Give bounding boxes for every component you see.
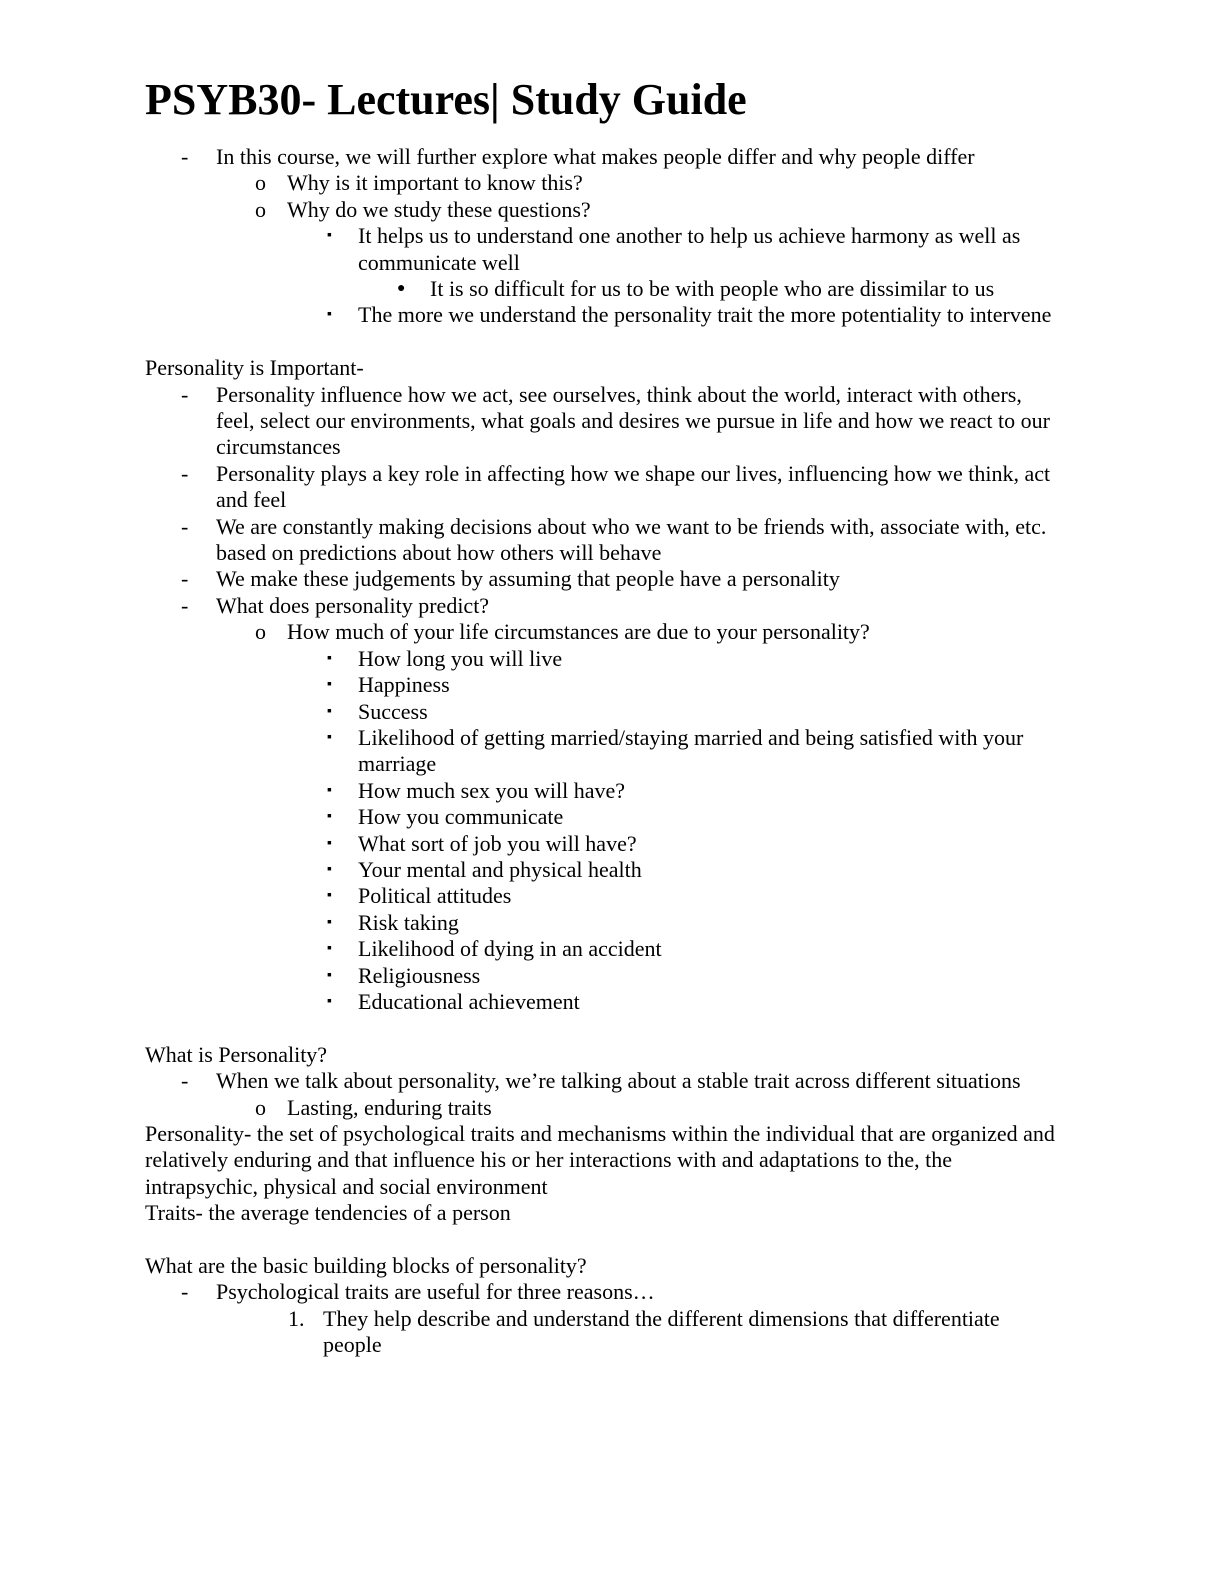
bullet-marker: - [181,566,189,592]
line-text: How much of your life circumstances are due to your personality? [287,619,870,645]
line-text: Likelihood of dying in an accident [358,936,662,962]
line-text: What does personality predict? [216,592,490,618]
line-text: Why do we study these questions? [287,196,591,222]
list-item [145,936,1060,962]
list-item [145,514,1060,567]
list-item [145,831,1060,857]
list-item [145,1095,1060,1121]
bullet-marker: ▪ [327,941,332,957]
list-item [145,461,1060,514]
document-body [145,144,1060,1359]
line-text: Risk taking [358,909,459,935]
bullet-marker: ▪ [327,835,332,851]
bullet-marker: 1. [288,1305,305,1331]
line-text: How long you will live [358,645,563,671]
line-text: What are the basic building blocks of personality? [145,1253,587,1279]
bullet-marker: - [181,1068,189,1094]
list-item [145,989,1060,1015]
bullet-marker: ▪ [327,228,332,244]
paragraph [145,1042,1060,1068]
bullet-marker: ▪ [327,888,332,904]
blank-line [145,1227,1060,1253]
bullet-marker: - [181,513,189,539]
bullet-marker: - [181,1279,189,1305]
line-text: Lasting, enduring traits [287,1094,492,1120]
line-text: What is Personality? [145,1041,328,1067]
list-item [145,1068,1060,1094]
list-item [145,778,1060,804]
bullet-marker: ▪ [327,703,332,719]
line-text: Religiousness [358,962,481,988]
line-text: Psychological traits are useful for three reasons… [216,1279,655,1305]
page-title: PSYB30- Lectures| Study Guide [145,75,747,124]
line-text: It is so difficult for us to be with people who are dissimilar to us [430,276,995,302]
list-item [145,223,1060,276]
list-item [145,1279,1060,1305]
list-item [145,672,1060,698]
line-text: How much sex you will have? [358,777,625,803]
list-item [145,1306,1060,1359]
bullet-marker: - [181,144,189,169]
line-text: Happiness [358,672,450,698]
bullet-marker: o [255,1094,266,1120]
bullet-marker: ▪ [327,729,332,745]
list-item [145,619,1060,645]
bullet-marker: ▪ [327,993,332,1009]
line-text: When we talk about personality, we’re talking about a stable trait across different situations [216,1068,1021,1094]
line-text: Personality- the set of psychological traits and mechanisms within the individual that are organized and relatively enduring and that influence his or her interactions with and adaptations to the, the intrapsychic, physical and social environment [145,1121,1055,1199]
list-item [145,646,1060,672]
line-text: In this course, we will further explore what makes people differ and why people differ [216,144,975,169]
line-text: Why is it important to know this? [287,170,583,196]
blank-line [145,1015,1060,1041]
list-item [145,197,1060,223]
bullet-marker: ▪ [327,782,332,798]
list-item [145,170,1060,196]
list-item [145,276,1060,302]
list-item [145,883,1060,909]
paragraph [145,1121,1060,1200]
bullet-marker: o [255,619,266,645]
list-item [145,566,1060,592]
bullet-marker: ▪ [327,650,332,666]
line-text: Personality plays a key role in affecting how we shape our lives, influencing how we think, act and feel [216,460,1051,513]
list-item [145,302,1060,328]
paragraph [145,1253,1060,1279]
blank-line [145,329,1060,355]
paragraph [145,355,1060,381]
bullet-marker: - [181,460,189,486]
list-item [145,857,1060,883]
list-item [145,725,1060,778]
paragraph [145,1200,1060,1226]
line-text: The more we understand the personality trait the more potentiality to intervene [358,302,1052,328]
bullet-marker: - [181,381,189,407]
list-item [145,804,1060,830]
list-item [145,699,1060,725]
bullet-marker: ▪ [327,914,332,930]
list-item [145,382,1060,461]
bullet-marker: o [255,170,266,196]
line-text: Success [358,698,428,724]
line-text: Personality is Important- [145,355,364,381]
list-item [145,963,1060,989]
line-text: We are constantly making decisions about who we want to be friends with, associate with, etc. based on predictions about how others will behave [216,513,1047,566]
list-item [145,910,1060,936]
bullet-marker: - [181,592,189,618]
bullet-marker: ● [397,281,406,297]
line-text: Traits- the average tendencies of a person [145,1200,511,1226]
bullet-marker: ▪ [327,861,332,877]
line-text: What sort of job you will have? [358,830,637,856]
line-text: They help describe and understand the different dimensions that differentiate people [323,1305,1000,1358]
line-text: Likelihood of getting married/staying married and being satisfied with your marriage [358,724,1024,777]
line-text: Educational achievement [358,988,580,1014]
line-text: It helps us to understand one another to help us achieve harmony as well as communicate well [358,223,1021,275]
bullet-marker: o [255,196,266,222]
bullet-marker: ▪ [327,307,332,323]
bullet-marker: ▪ [327,809,332,825]
list-item [145,593,1060,619]
line-text: Personality influence how we act, see ourselves, think about the world, interact with others, feel, select our environments, what goals and desires we pursue in life and how we react to our circumstances [216,381,1050,460]
bullet-marker: ▪ [327,967,332,983]
line-text: How you communicate [358,804,564,830]
line-text: Political attitudes [358,883,512,909]
line-text: Your mental and physical health [358,856,642,882]
line-text: We make these judgements by assuming that people have a personality [216,566,840,592]
bullet-marker: ▪ [327,677,332,693]
list-item [145,144,1060,170]
